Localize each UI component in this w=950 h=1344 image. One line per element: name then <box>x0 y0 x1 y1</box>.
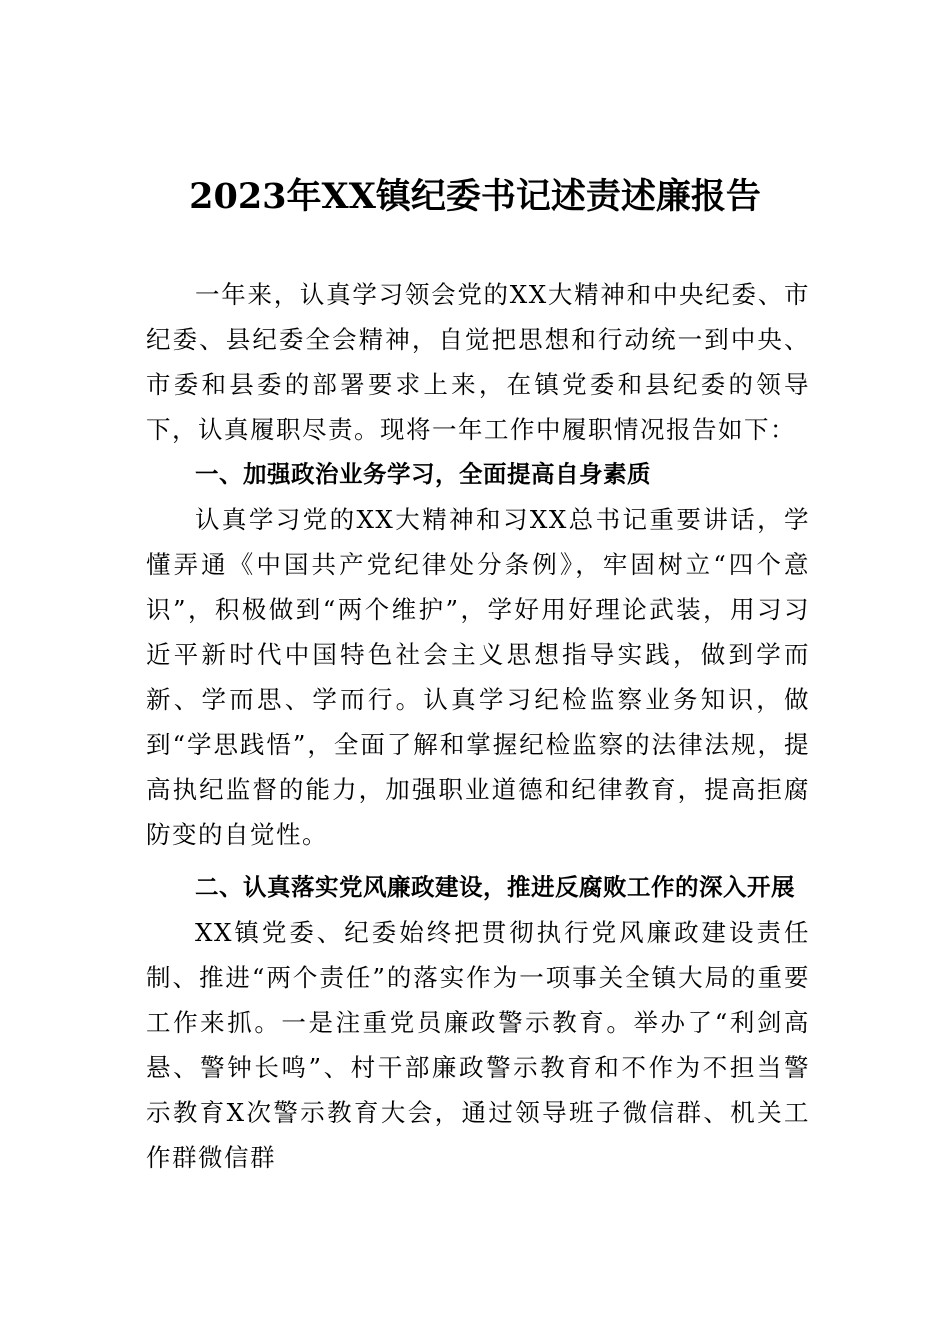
section-2-paragraph: XX镇党委、纪委始终把贯彻执行党风廉政建设责任制、推进“两个责任”的落实作为一项事关全镇大局的重要工作来抓。一是注重党员廉政警示教育。举办了“利剑高悬、警钟长鸣”、村干部廉政警示教育和不作为不担当警示教育X次警示教育大会，通过领导班子微信群、机关工作群微信群 <box>146 918 810 1172</box>
section-heading-2: 二、认真落实党风廉政建设，推进反腐败工作的深入开展 <box>195 873 795 901</box>
document-title: 2023年XX镇纪委书记述责述廉报告 <box>189 176 761 217</box>
document-body <box>146 272 810 1180</box>
section-heading-1: 一、加强政治业务学习，全面提高自身素质 <box>195 460 651 488</box>
intro-paragraph: 一年来，认真学习领会党的XX大精神和中央纪委、市纪委、县纪委全会精神，自觉把思想和行动统一到中央、市委和县委的部署要求上来，在镇党委和县纪委的领导下，认真履职尽责。现将一年工作中履职情况报告如下： <box>146 280 810 444</box>
section-1-paragraph: 认真学习党的XX大精神和习XX总书记重要讲话，学懂弄通《中国共产党纪律处分条例》，牢固树立“四个意识”，积极做到“两个维护”，学好用好理论武装，用习习近平新时代中国特色社会主义思想指导实践，做到学而新、学而思、学而行。认真学习纪检监察业务知识，做到“学思践悟”，全面了解和掌握纪检监察的法律法规，提高执纪监督的能力，加强职业道德和纪律教育，提高拒腐防变的自觉性。 <box>146 505 810 849</box>
